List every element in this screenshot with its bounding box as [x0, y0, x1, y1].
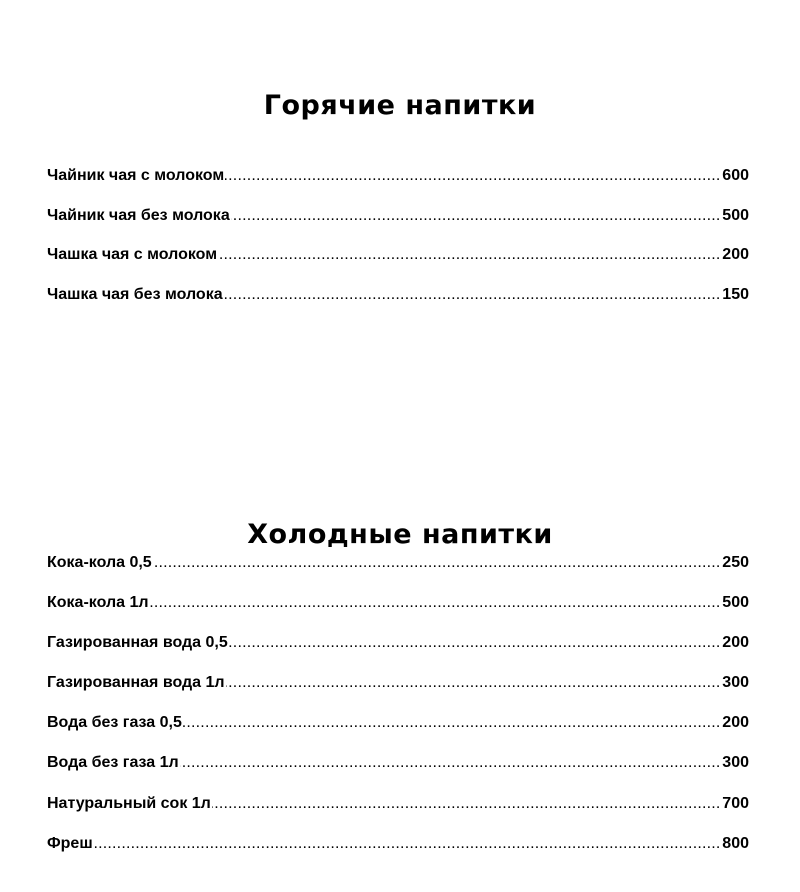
item-name: Кока-кола 1л — [47, 594, 149, 612]
section-title-cold-drinks: Холодные напитки — [247, 519, 553, 551]
item-name: Вода без газа 1л — [47, 754, 179, 772]
menu-item — [47, 633, 749, 653]
item-name: Газированная вода 1л — [47, 674, 225, 692]
item-price: 500 — [722, 206, 749, 224]
hot-drinks-list — [47, 166, 749, 325]
dot-leader — [47, 834, 749, 854]
item-price: 200 — [722, 714, 749, 732]
menu-item — [47, 673, 749, 693]
item-price: 200 — [722, 246, 749, 264]
item-name: Чашка чая с молоком — [47, 246, 218, 264]
section-title-hot-drinks: Горячие напитки — [263, 90, 537, 122]
item-price: 300 — [722, 674, 749, 692]
item-name: Фреш — [47, 834, 93, 852]
item-price: 500 — [722, 594, 749, 612]
item-price: 150 — [722, 286, 749, 304]
item-price: 700 — [722, 794, 749, 812]
dot-leader — [47, 593, 749, 613]
menu-item — [47, 166, 749, 186]
menu-item — [47, 834, 749, 854]
menu-item — [47, 206, 749, 226]
item-name: Чайник чая без молока — [47, 206, 230, 224]
item-name: Чашка чая без молока — [47, 286, 223, 304]
menu-item — [47, 285, 749, 305]
item-name: Газированная вода 0,5 — [47, 634, 228, 652]
menu-item — [47, 245, 749, 265]
item-name: Кока-кола 0,5 — [47, 554, 152, 571]
item-price: 300 — [722, 754, 749, 772]
item-name: Вода без газа 0,5 — [47, 714, 182, 732]
menu-item — [47, 753, 749, 773]
item-name: Чайник чая с молоком — [47, 167, 225, 184]
menu-item — [47, 713, 749, 733]
item-name: Натуральный сок 1л — [47, 794, 211, 812]
item-price: 600 — [722, 167, 749, 184]
menu-item — [47, 593, 749, 613]
menu-item — [47, 553, 749, 573]
item-price: 250 — [722, 554, 749, 571]
item-price: 200 — [722, 634, 749, 652]
item-price: 800 — [722, 834, 749, 852]
cold-drinks-list — [47, 553, 749, 874]
menu-item — [47, 794, 749, 814]
